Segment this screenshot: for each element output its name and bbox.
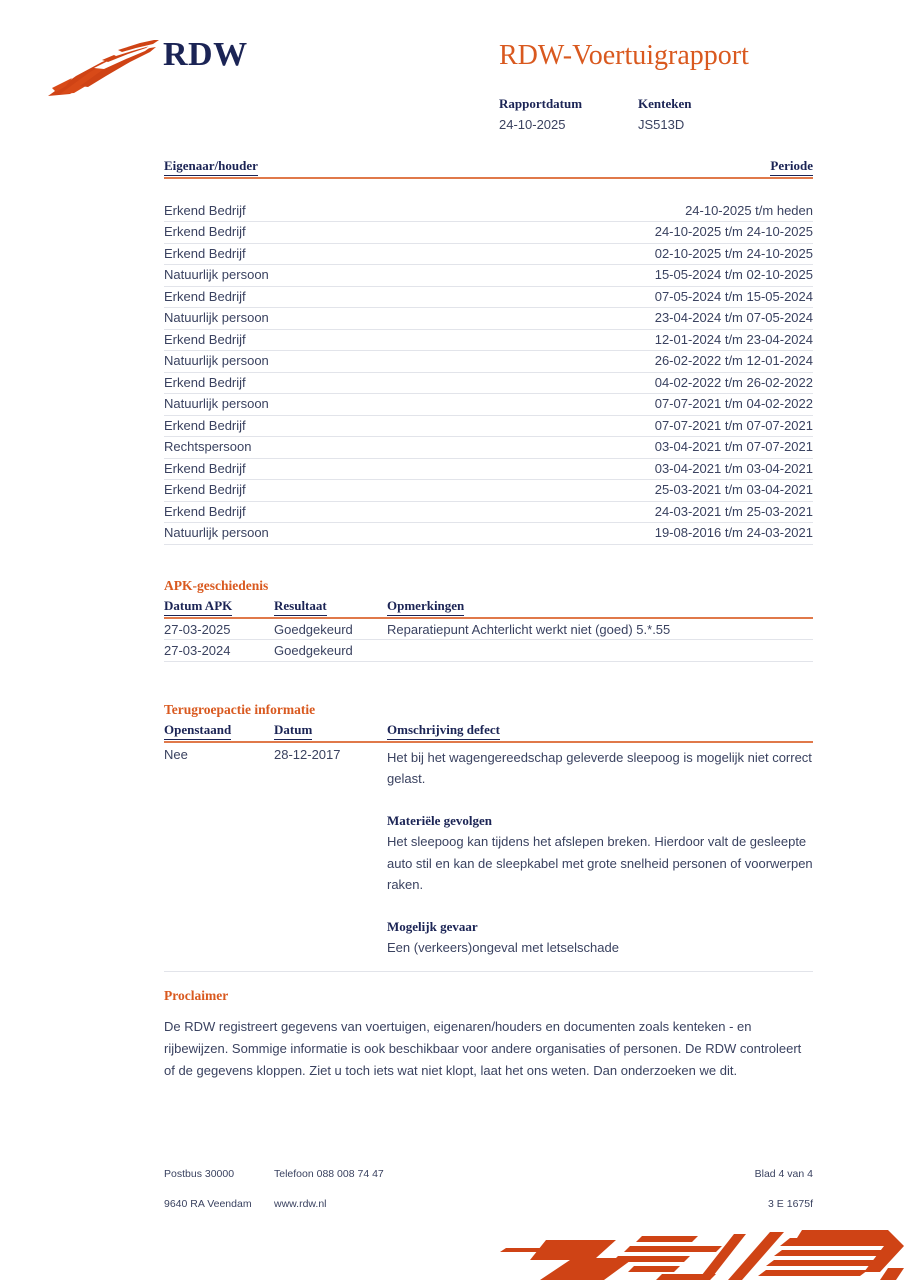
owner-period: 15-05-2024 t/m 02-10-2025 (654, 267, 813, 283)
owner-period: 25-03-2021 t/m 03-04-2021 (654, 482, 813, 498)
footer-row-top (164, 1168, 813, 1198)
apk-history-table (164, 619, 813, 662)
owner-holder-type: Erkend Bedrijf (164, 503, 246, 519)
plate-value: JS513D (638, 116, 685, 132)
apk-table-header (164, 598, 813, 617)
section-rule (164, 177, 813, 179)
footer-page-label: Blad 4 van 4 (754, 1168, 813, 1180)
apk-date: 27-03-2025 (164, 621, 231, 637)
owner-period: 03-04-2021 t/m 07-07-2021 (654, 439, 813, 455)
owner-period: 19-08-2016 t/m 24-03-2021 (654, 525, 813, 541)
column-header-datum: Datum (274, 722, 312, 740)
rdw-feather-logo-icon (46, 38, 160, 100)
report-date-label: Rapportdatum (499, 96, 583, 111)
apk-result: Goedgekeurd (274, 621, 353, 637)
owner-period: 24-10-2025 t/m heden (685, 202, 813, 218)
table-row (164, 287, 813, 309)
recall-body (164, 743, 813, 971)
apk-section-title: APK-geschiedenis (164, 578, 269, 593)
table-row (164, 373, 813, 395)
owner-holder-type: Erkend Bedrijf (164, 331, 246, 347)
column-header-resultaat: Resultaat (274, 598, 327, 616)
owner-period: 24-03-2021 t/m 25-03-2021 (654, 503, 813, 519)
owner-period: 03-04-2021 t/m 03-04-2021 (654, 460, 813, 476)
disclaimer-text: De RDW registreert gegevens van voertuigen, eigenaren/houders en documenten zoals kenteken - en rijbewijzen. Sommige informatie is ook beschikbaar voor andere organisaties of personen. De RDW controleert of de gegevens kloppen. Ziet u toch iets wat niet klopt, laat het ons weten. Dan onderzoeken we dit. (164, 1019, 802, 1079)
column-header-periode: Periode (770, 158, 813, 176)
owner-period: 24-10-2025 t/m 24-10-2025 (654, 224, 813, 240)
owner-holder-table (164, 201, 813, 545)
apk-date: 27-03-2024 (164, 643, 231, 659)
column-header-eigenaar-houder: Eigenaar/houder (164, 158, 258, 176)
table-row (164, 351, 813, 373)
owner-period: 04-02-2022 t/m 26-02-2022 (654, 374, 813, 390)
table-row (164, 640, 813, 662)
owner-period: 07-05-2024 t/m 15-05-2024 (654, 288, 813, 304)
table-row (164, 265, 813, 287)
table-row (164, 330, 813, 352)
rdw-speedlines-graphic-icon (484, 1224, 904, 1280)
recall-section (164, 702, 813, 972)
plate-block (638, 96, 691, 132)
owner-holder-type: Natuurlijk persoon (164, 310, 269, 326)
owner-period: 23-04-2024 t/m 07-05-2024 (654, 310, 813, 326)
recall-bottom-divider (164, 971, 813, 972)
recall-open-value: Nee (164, 746, 188, 762)
owner-holder-type: Erkend Bedrijf (164, 482, 246, 498)
owner-holder-type: Natuurlijk persoon (164, 267, 269, 283)
owner-holder-type: Natuurlijk persoon (164, 396, 269, 412)
page-title: RDW-Voertuigrapport (499, 40, 749, 71)
owner-holder-section (164, 158, 813, 545)
column-header-omschrijving-defect: Omschrijving defect (387, 722, 500, 740)
table-row (164, 222, 813, 244)
column-header-opmerkingen: Opmerkingen (387, 598, 464, 616)
owner-holder-type: Erkend Bedrijf (164, 245, 246, 261)
table-row (164, 437, 813, 459)
recall-description-column (387, 743, 813, 971)
footer-phone: Telefoon 088 008 74 47 (274, 1168, 384, 1180)
owner-holder-type: Erkend Bedrijf (164, 202, 246, 218)
table-row (164, 244, 813, 266)
plate-label: Kenteken (638, 96, 692, 111)
apk-result: Goedgekeurd (274, 643, 353, 659)
owner-holder-type: Rechtspersoon (164, 439, 252, 455)
table-row (164, 523, 813, 545)
recall-defect-text: Het bij het wagengereedschap geleverde sleepoog is mogelijk niet correct gelast. (387, 749, 812, 787)
apk-remarks: Reparatiepunt Achterlicht werkt niet (goed) 5.*.55 (387, 621, 671, 637)
owner-table-header (164, 158, 813, 177)
owner-holder-type: Natuurlijk persoon (164, 525, 269, 541)
document-header (0, 0, 904, 150)
footer-website-link[interactable]: www.rdw.nl (274, 1198, 327, 1210)
footer-form-code: 3 E 1675f (768, 1198, 813, 1210)
recall-danger-heading: Mogelijk gevaar (387, 918, 478, 934)
table-row (164, 394, 813, 416)
recall-danger-text: Een (verkeers)ongeval met letselschade (387, 940, 619, 956)
report-date-value: 24-10-2025 (499, 116, 566, 132)
document-footer (164, 1168, 813, 1228)
table-row (164, 459, 813, 481)
rdw-wordmark: RDW (163, 36, 248, 73)
disclaimer-title: Proclaimer (164, 988, 229, 1003)
report-date-block (499, 96, 582, 132)
owner-period: 26-02-2022 t/m 12-01-2024 (654, 353, 813, 369)
owner-holder-type: Erkend Bedrijf (164, 374, 246, 390)
recall-table-header (164, 722, 813, 741)
owner-period: 07-07-2021 t/m 04-02-2022 (654, 396, 813, 412)
table-row (164, 619, 813, 641)
owner-period: 02-10-2025 t/m 24-10-2025 (654, 245, 813, 261)
table-row (164, 480, 813, 502)
owner-holder-type: Erkend Bedrijf (164, 417, 246, 433)
table-row (164, 416, 813, 438)
table-row (164, 308, 813, 330)
recall-date-value: 28-12-2017 (274, 746, 341, 762)
owner-holder-type: Erkend Bedrijf (164, 224, 246, 240)
column-header-openstaand: Openstaand (164, 722, 231, 740)
column-header-datum-apk: Datum APK (164, 598, 232, 616)
owner-period: 12-01-2024 t/m 23-04-2024 (654, 331, 813, 347)
recall-section-title: Terugroepactie informatie (164, 702, 316, 717)
owner-period: 07-07-2021 t/m 07-07-2021 (654, 417, 813, 433)
recall-material-heading: Materiële gevolgen (387, 812, 493, 828)
owner-holder-type: Natuurlijk persoon (164, 353, 269, 369)
recall-material-text: Het sleepoog kan tijdens het afslepen breken. Hierdoor valt de gesleepte auto stil en kan de sleepkabel met grote snelheid personen of voorwerpen raken. (387, 834, 813, 893)
table-row (164, 502, 813, 524)
footer-address-line1: Postbus 30000 (164, 1168, 235, 1180)
owner-holder-type: Erkend Bedrijf (164, 460, 246, 476)
disclaimer-section (164, 988, 813, 1082)
owner-holder-type: Erkend Bedrijf (164, 288, 246, 304)
apk-history-section (164, 578, 813, 662)
table-row (164, 201, 813, 223)
footer-address-line2: 9640 RA Veendam (164, 1198, 252, 1210)
